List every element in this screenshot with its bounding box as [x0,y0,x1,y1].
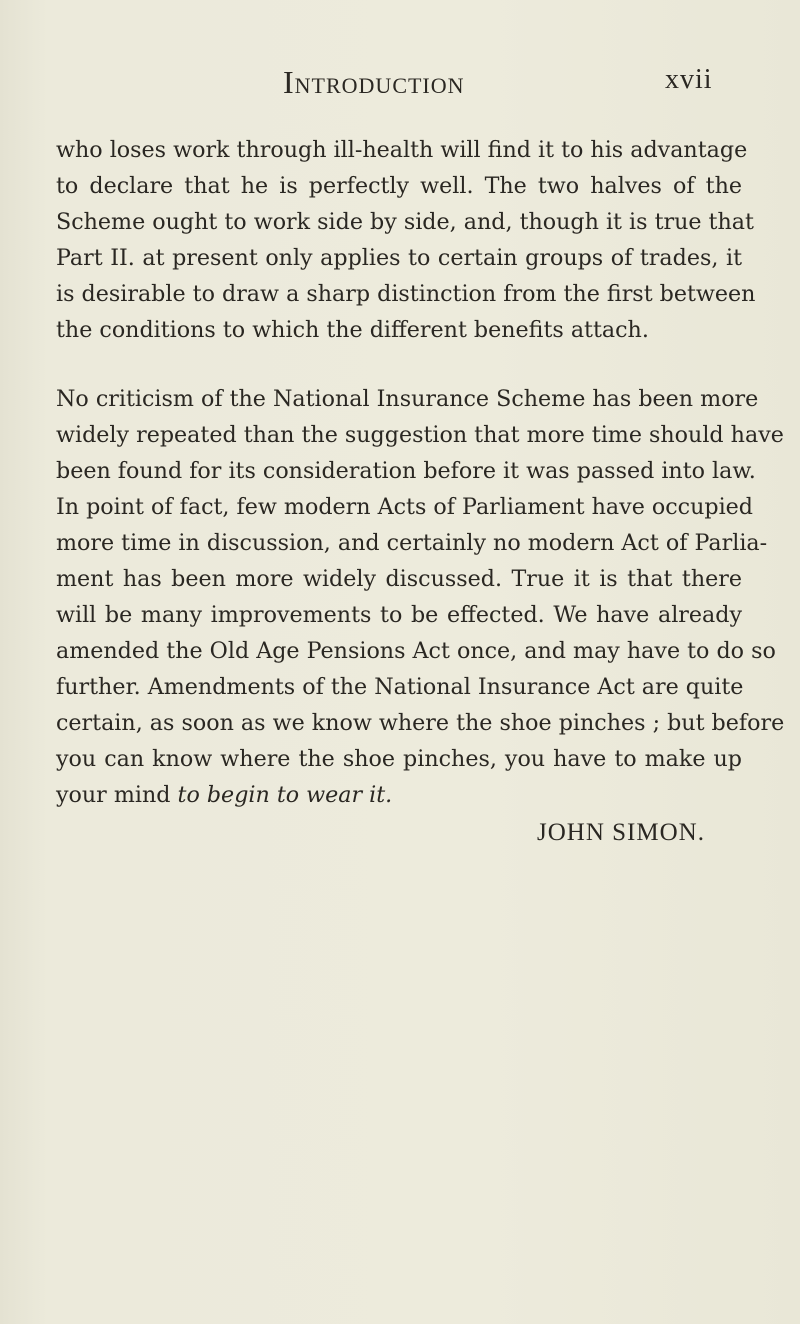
text-line: been found for its consideration before it was passed into law. [56,458,756,484]
text-line: amended the Old Age Pensions Act once, and may have to do so [56,638,776,664]
text-line: who loses work through ill-health will find it to his advantage [56,137,748,163]
text-line: to declare that he is perfectly well. The two halves of the [56,173,742,199]
text-line: more time in discussion, and certainly no modern Act of Parlia- [56,530,768,556]
text-line: certain, as soon as we know where the shoe pinches ; but before [56,710,785,736]
running-head [0,64,800,104]
text-line: widely repeated than the suggestion that more time should have [56,422,784,448]
text-line: will be many improvements to be effected. We have already [56,602,742,628]
text-line: the conditions to which the different benefits attach. [56,317,649,343]
text-line: In point of fact, few modern Acts of Parliament have occupied [56,494,754,520]
text-line: is desirable to draw a sharp distinction from the first between [56,281,756,307]
text-line-final [56,780,742,810]
text-line: ment has been more widely discussed. True it is that there [56,566,742,592]
text-line: further. Amendments of the National Insurance Act are quite [56,674,744,700]
running-title: Introduction [283,64,465,100]
page-number: xvii [665,64,713,95]
text-fragment: your mind [56,782,178,808]
author-signature: JOHN SIMON. [537,819,705,846]
text-line: Scheme ought to work side by side, and, though it is true that [56,209,754,235]
text-line: No criticism of the National Insurance Scheme has been more [56,386,759,412]
italic-phrase: to begin to wear it. [177,782,393,808]
text-line: Part II. at present only applies to certain groups of trades, it [56,245,742,271]
text-line: you can know where the shoe pinches, you have to make up [56,746,742,772]
